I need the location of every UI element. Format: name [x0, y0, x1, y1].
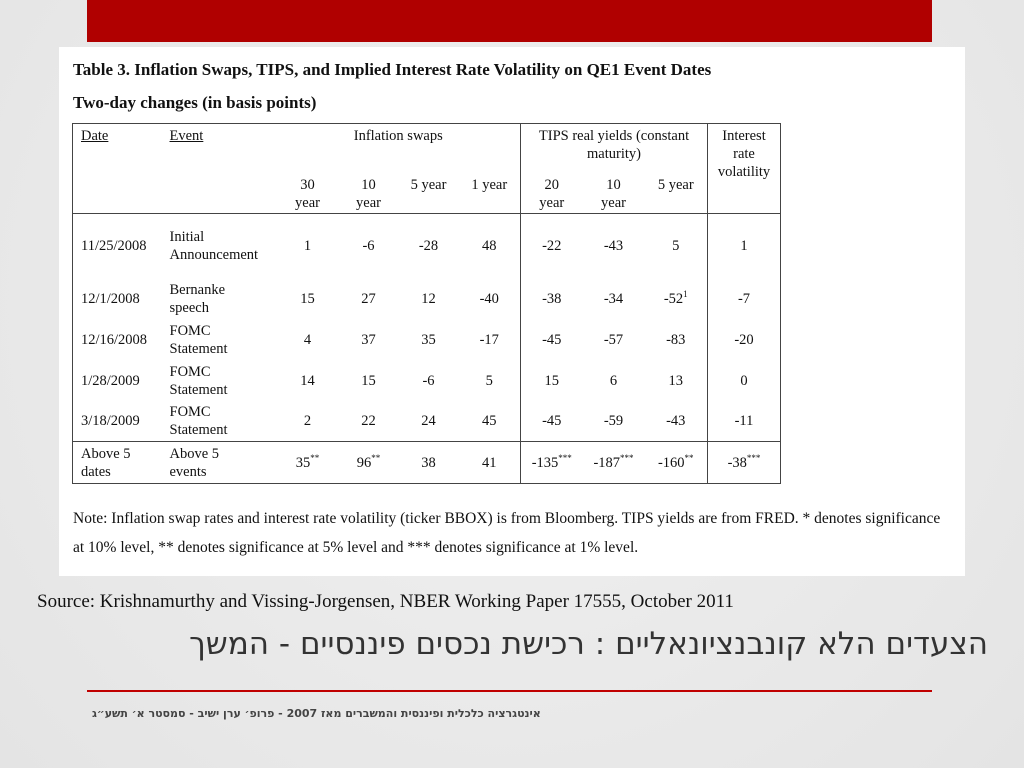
header-tips: TIPS real yields (constant maturity) [521, 124, 708, 176]
table-body [73, 214, 781, 442]
row-value: 5 [485, 372, 493, 389]
header-date: Date [81, 128, 109, 144]
table-image-panel [59, 47, 965, 576]
row-value: -6 [362, 237, 375, 254]
row-event: Bernanke speech [169, 281, 226, 316]
row-date: 1/28/2009 [81, 372, 140, 389]
row-value: 14 [300, 372, 315, 389]
row-value: 45 [482, 413, 497, 430]
row-value: -17 [479, 331, 499, 348]
table-summary [73, 442, 781, 484]
header-volatility [708, 124, 781, 214]
table-note: Note: Inflation swap rates and interest rate volatility (ticker BBOX) is from Bloomberg. TIPS yields are from FRED. * denotes significance at 10% level, ** denotes significance at 5% level and *** denotes significance at 1% level. [73, 510, 941, 556]
row-value: 2 [303, 413, 312, 430]
row-value: -43 [666, 413, 686, 430]
header-swap-30y: 30 year [295, 177, 320, 212]
row-value: -22 [521, 214, 583, 278]
summary-value: -160** [657, 452, 694, 471]
top-accent-bar [87, 0, 932, 42]
row-value: 15 [521, 360, 583, 402]
table-title: Table 3. Inflation Swaps, TIPS, and Implied Interest Rate Volatility on QE1 Event Dates [73, 60, 712, 79]
row-value: 1 [708, 214, 781, 278]
row-value: -20 [708, 320, 781, 360]
row-value: -83 [666, 331, 686, 348]
row-value: 12 [421, 290, 436, 307]
table-row [73, 278, 781, 320]
row-value: -7 [708, 278, 781, 320]
row-value: 5 [672, 237, 680, 254]
table-row [73, 402, 781, 442]
row-value: 1 [303, 237, 312, 254]
row-date: 12/1/2008 [81, 290, 140, 307]
row-value: 15 [361, 372, 376, 389]
row-value: -6 [422, 372, 435, 389]
summary-date: Above 5 dates [81, 445, 131, 480]
row-value: 4 [303, 331, 312, 348]
row-event: FOMC Statement [169, 322, 228, 357]
summary-value: -135*** [521, 442, 583, 484]
header-volatility-l1: Interest [722, 128, 766, 144]
title-underline [87, 690, 932, 692]
summary-value: 96** [356, 452, 381, 471]
summary-row [73, 442, 781, 484]
row-value: 35 [421, 331, 436, 348]
row-value: 6 [609, 372, 618, 389]
row-value: 13 [668, 372, 683, 389]
header-tips-5y: 5 year [657, 176, 694, 193]
summary-event: Above 5 events [169, 445, 220, 480]
row-date: 11/25/2008 [81, 237, 147, 254]
row-date: 3/18/2009 [81, 413, 140, 430]
row-value: 15 [300, 290, 315, 307]
table-subtitle: Two-day changes (in basis points) [73, 93, 317, 112]
row-value: -34 [603, 290, 624, 307]
row-value: -43 [603, 237, 624, 254]
header-swap-1y: 1 year [471, 176, 508, 193]
header-swap-5y: 5 year [410, 176, 447, 193]
header-event: Event [169, 128, 204, 144]
summary-value: 41 [482, 454, 497, 471]
table-row [73, 360, 781, 402]
summary-value: 38 [421, 454, 436, 471]
data-table [72, 123, 781, 484]
slide-footer: אינטגרציה כלכלית ופיננסית והמשברים מאז 2007 - פרופ׳ ערן ישיב - סמסטר א׳ תשע״ג [92, 707, 541, 720]
header-volatility-l3: volatility [717, 164, 771, 180]
summary-value: -187*** [593, 452, 634, 471]
row-value: 22 [361, 413, 376, 430]
table-row [73, 320, 781, 360]
source-citation: Source: Krishnamurthy and Vissing-Jorgensen, NBER Working Paper 17555, October 2011 [37, 591, 734, 612]
row-event: Initial Announcement [169, 228, 259, 263]
header-inflation-swaps: Inflation swaps [353, 128, 443, 144]
row-value: 0 [708, 360, 781, 402]
row-value: 27 [361, 290, 376, 307]
header-tips-20y: 20 year [521, 176, 583, 214]
row-event: FOMC Statement [169, 363, 228, 398]
row-value: -38 [521, 278, 583, 320]
row-date: 12/16/2008 [81, 331, 148, 348]
row-value: -45 [521, 402, 583, 442]
slide-title: הצעדים הלא קונבנציונאליים : רכישת נכסים פיננסיים - המשך [189, 626, 988, 662]
row-value: -59 [603, 413, 624, 430]
row-value: 48 [482, 237, 497, 254]
row-value: $-52^1$ [663, 288, 688, 307]
header-volatility-l2: rate [733, 146, 755, 162]
row-value: -28 [418, 237, 439, 254]
row-value: -45 [521, 320, 583, 360]
row-value: -57 [603, 331, 624, 348]
row-value: -11 [708, 402, 781, 442]
summary-value: 35** [295, 452, 320, 471]
header-swap-10y: 10 year [356, 177, 381, 212]
summary-value: -38*** [708, 442, 781, 484]
table-row [73, 214, 781, 278]
row-value: 37 [361, 331, 376, 348]
row-value: -40 [479, 290, 499, 307]
row-event: FOMC Statement [169, 404, 228, 439]
row-value: 24 [421, 413, 436, 430]
header-tips-10y: 10 year [601, 177, 626, 212]
